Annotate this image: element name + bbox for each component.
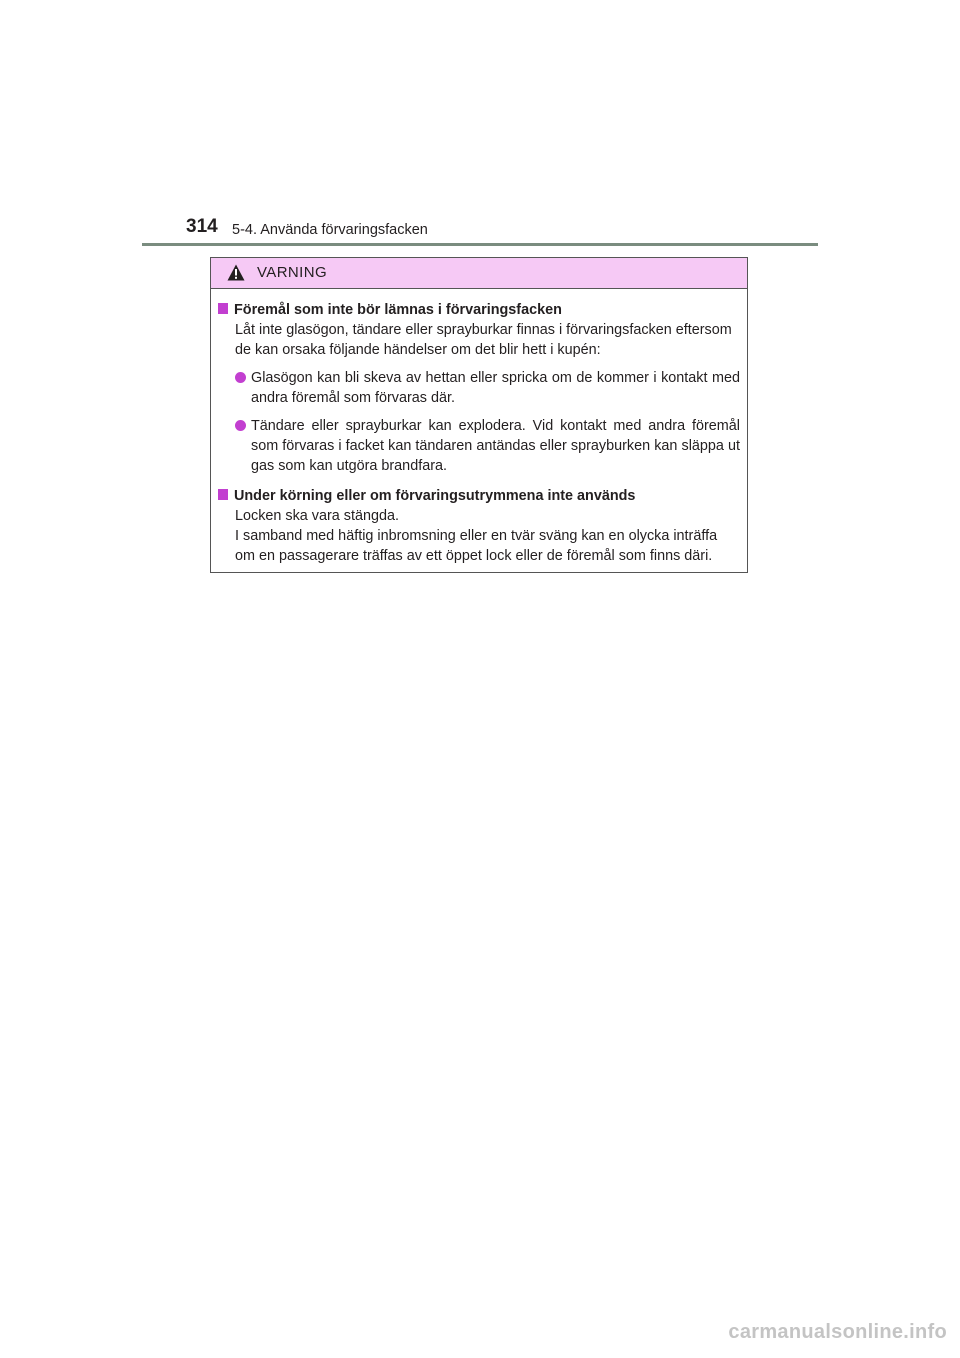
header-rule	[142, 243, 818, 246]
page-number: 314	[186, 216, 218, 237]
warning-label: VARNING	[257, 264, 328, 281]
paragraph-line: I samband med häftig inbromsning eller en tvär sväng kan en olycka inträffa	[235, 528, 718, 544]
heading-text: Under körning eller om förvaringsutrymmena inte används	[234, 488, 636, 504]
section-heading-driving	[218, 486, 740, 506]
list-item	[235, 368, 740, 408]
warning-box	[210, 257, 748, 573]
paragraph-line: Locken ska vara stängda.	[235, 508, 399, 524]
warning-body	[211, 289, 747, 566]
circle-bullet-icon	[235, 372, 246, 383]
heading-text: Föremål som inte bör lämnas i förvaringsfacken	[234, 302, 562, 318]
spacer	[218, 476, 740, 486]
warning-header	[211, 258, 747, 289]
intro-line: Låt inte glasögon, tändare eller sprayburkar finnas i förvaringsfacken eftersom	[235, 322, 732, 338]
square-bullet-icon	[218, 303, 228, 314]
bullet-text: Tändare eller sprayburkar kan explodera. Vid kontakt med andra föremål som förvaras i facket kan tändaren antändas eller sprayburken kan släppa ut gas som kan utgöra brandfara.	[251, 418, 740, 474]
bullet-text: Glasögon kan bli skeva av hettan eller spricka om de kommer i kontakt med andra föremål som förvaras där.	[251, 370, 740, 406]
intro-line: de kan orsaka följande händelser om det blir hett i kupén:	[235, 342, 601, 358]
list-item	[235, 416, 740, 476]
square-bullet-icon	[218, 489, 228, 500]
driving-paragraph	[235, 506, 740, 566]
warning-triangle-icon	[227, 264, 245, 281]
watermark: carmanualsonline.info	[728, 1321, 947, 1343]
section-title: 5-4. Använda förvaringsfacken	[232, 222, 428, 238]
paragraph-line: om en passagerare träffas av ett öppet lock eller de föremål som finns däri.	[235, 548, 713, 564]
circle-bullet-icon	[235, 420, 246, 431]
section-heading-storage	[218, 300, 740, 320]
intro-paragraph	[235, 320, 740, 360]
